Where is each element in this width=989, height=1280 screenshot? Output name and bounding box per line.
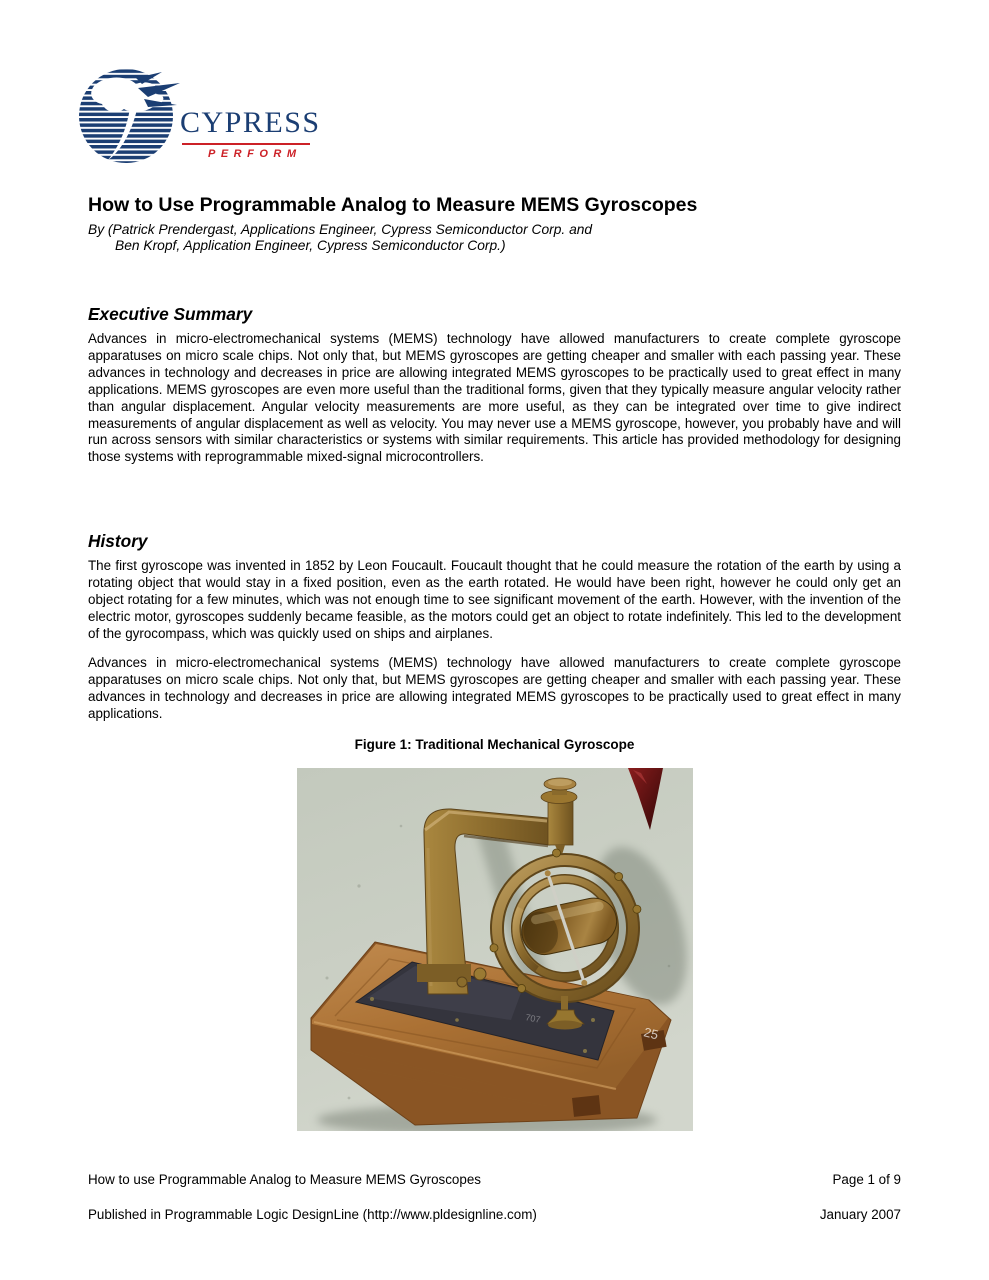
byline-line2: Ben Kropf, Application Engineer, Cypress Semiconductor Corp.) xyxy=(115,238,506,254)
footer-page-number: Page 1 of 9 xyxy=(832,1172,901,1187)
cypress-brand-rule xyxy=(182,143,310,145)
cypress-globe-icon xyxy=(78,64,181,167)
cypress-brand-text: CYPRESS xyxy=(180,106,321,139)
executive-summary-paragraph: Advances in micro-electromechanical systems (MEMS) technology have allowed manufacturers to create complete gyroscope apparatuses on micro scale chips. Not only that, but MEMS gyroscopes are getting cheaper and smaller with each passing year. These advances in technology and decreases in price are allowing integrated MEMS gyroscopes to be practically used to great effect in many applications. MEMS gyroscopes are even more useful than the traditional forms, given that they typically measure angular velocity rather than angular displacement. Angular velocity measurements are more useful, as they can be integrated over time to give indirect measurements of angular displacement as well as velocity. You may never use a MEMS gyroscope, however, you probably have and will run across sensors with similar characteristics or systems with similar requirements. This article has provided methodology for designing those systems with reprogrammable mixed-signal microcontrollers. xyxy=(88,331,901,465)
wood-marking: 25 xyxy=(642,1024,660,1043)
history-paragraph-1: The first gyroscope was invented in 1852 by Leon Foucault. Foucault thought that he could measure the rotation of the earth by using a rotating object that would stay in a fixed position, even as the earth rotated. He would have been right, however he could only get an object rotating for a few minutes, which was not enough time to see significant movement of the earth. However, with the invention of the electric motor, gyroscopes suddenly became feasible, as the motors could get an object to rotate indefinitely. This led to the development of the gyrocompass, which was quickly used on ships and airplanes. xyxy=(88,558,901,641)
history-paragraph-2: Advances in micro-electromechanical systems (MEMS) technology have allowed manufacturers to create complete gyroscope apparatuses on micro scale chips. Not only that, but MEMS gyroscopes are getting cheaper and smaller with each passing year. These advances in technology and decreases in price are allowing integrated MEMS gyroscopes to be practically used to great effect in many applications. xyxy=(88,655,901,721)
footer-doc-title: How to use Programmable Analog to Measure MEMS Gyroscopes xyxy=(88,1172,481,1187)
byline xyxy=(88,222,948,255)
byline-line1: By (Patrick Prendergast, Applications Engineer, Cypress Semiconductor Corp. and xyxy=(88,222,593,237)
footer-title-row xyxy=(88,1172,901,1188)
footer-date: January 2007 xyxy=(819,1207,901,1222)
footer-published-in: Published in Programmable Logic DesignLine (http://www.pldesignline.com) xyxy=(88,1207,537,1222)
figure1-caption: Figure 1: Traditional Mechanical Gyroscope xyxy=(354,737,635,752)
cypress-logo xyxy=(78,62,321,167)
heading-executive-summary: Executive Summary xyxy=(88,304,253,324)
footer-publication-row xyxy=(88,1207,901,1223)
figure1-gyroscope-photo xyxy=(297,768,693,1131)
page-title: How to Use Programmable Analog to Measure MEMS Gyroscopes xyxy=(88,194,698,216)
heading-history: History xyxy=(88,531,148,551)
cypress-tagline: PERFORM xyxy=(208,148,302,160)
plate-marking: 707 xyxy=(524,1012,542,1025)
